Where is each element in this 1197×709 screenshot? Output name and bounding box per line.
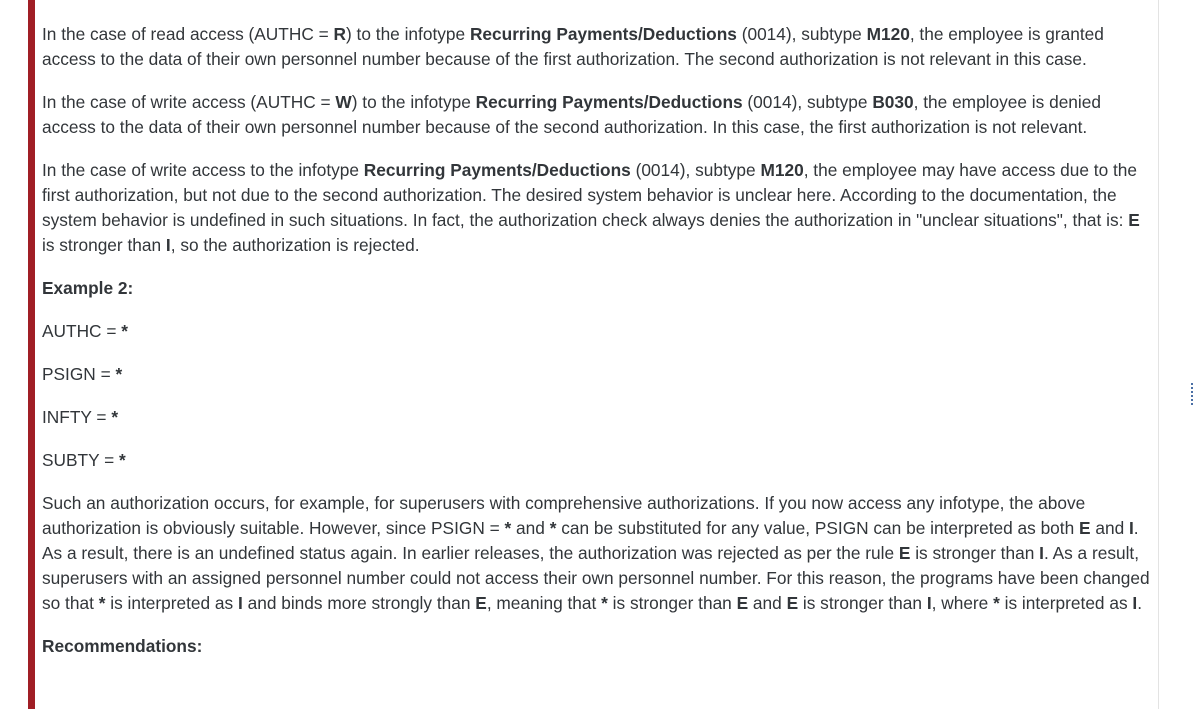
text-span: . As a result, superusers with an assigned personnel number could not access their own personnel number. For this reason, the programs have been changed so that	[42, 543, 1150, 613]
text-span: and	[748, 593, 787, 613]
field-name: INFTY =	[42, 407, 112, 427]
bold-span: E	[786, 593, 799, 613]
text-span: is stronger than	[910, 543, 1040, 563]
text-span: In the case of write access to the infotype	[42, 160, 364, 180]
text-span: is interpreted as	[105, 593, 238, 613]
bold-span: I	[1039, 543, 1044, 563]
bold-span: I	[237, 593, 243, 613]
text-span: .	[1137, 593, 1143, 613]
bold-span: E	[1128, 210, 1140, 230]
paragraph-unclear-situation	[42, 158, 1157, 258]
paragraph-superusers	[42, 491, 1157, 616]
text-span: ) to the infotype	[346, 24, 470, 44]
field-name: PSIGN =	[42, 364, 116, 384]
text-span: is stronger than	[607, 593, 737, 613]
paragraph-write-access	[42, 90, 1157, 140]
bold-span: I	[165, 235, 171, 255]
text-span: (0014), subtype	[630, 160, 761, 180]
bold-span: M120	[866, 24, 910, 44]
field-value: *	[121, 321, 128, 341]
field-name: SUBTY =	[42, 450, 119, 470]
bold-span: I	[926, 593, 932, 613]
text-span: and binds more strongly than	[242, 593, 476, 613]
text-span: ) to the infotype	[351, 92, 476, 112]
paragraph-read-access	[42, 22, 1157, 72]
text-span: (0014), subtype	[736, 24, 867, 44]
bold-span: Recurring Payments/Deductions	[469, 24, 737, 44]
text-span: In the case of write access (AUTHC =	[42, 92, 336, 112]
bold-span: *	[504, 518, 512, 538]
text-span: is stronger than	[42, 235, 166, 255]
bold-span: M120	[760, 160, 804, 180]
document-body	[42, 22, 1157, 677]
content-right-border	[1158, 0, 1159, 709]
bold-span: Recurring Payments/Deductions	[363, 160, 631, 180]
text-span: and	[511, 518, 550, 538]
field-infty	[42, 405, 1157, 430]
bold-span: *	[601, 593, 608, 613]
text-span: , the employee is granted access to the data of their own personnel number because of the first authorization. The second authorization is not relevant in this case.	[42, 24, 1104, 69]
text-span: In the case of read access (AUTHC =	[42, 24, 334, 44]
text-span: , the employee may have access due to the first authorization, but not due to the second authorization. The desired system behavior is unclear here. According to the documentation, the system behavior is undefined in such situations. In fact, the authorization check always denies the authorization in "unclear situations", that is:	[42, 160, 1138, 230]
text-span: (0014), subtype	[742, 92, 873, 112]
text-span: is stronger than	[798, 593, 927, 613]
bold-span: E	[736, 593, 749, 613]
text-span: . As a result, there is an undefined status again. In earlier releases, the authorization was rejected as per the rule	[42, 518, 1139, 563]
recommendations-heading: Recommendations:	[42, 636, 203, 656]
bold-span: E	[1079, 518, 1091, 538]
bold-span: E	[898, 543, 911, 563]
bold-span: *	[98, 593, 106, 613]
bold-span: Recurring Payments/Deductions	[475, 92, 743, 112]
field-value: *	[119, 450, 126, 470]
text-span: and	[1090, 518, 1129, 538]
field-psign	[42, 362, 1157, 387]
example-heading: Example 2:	[42, 278, 134, 298]
bold-span: I	[1128, 518, 1134, 538]
bold-span: I	[1132, 593, 1138, 613]
bold-span: W	[335, 92, 352, 112]
text-span: , so the authorization is rejected.	[170, 235, 420, 255]
bold-span: E	[475, 593, 487, 613]
bold-span: *	[549, 518, 557, 538]
field-value: *	[115, 364, 123, 384]
scroll-handle[interactable]	[1191, 383, 1193, 405]
field-value: *	[111, 407, 119, 427]
text-span: , where	[931, 593, 994, 613]
field-subty	[42, 448, 1157, 473]
bold-span: *	[993, 593, 1000, 613]
bold-span: R	[333, 24, 346, 44]
text-span: is interpreted as	[999, 593, 1133, 613]
text-span: Such an authorization occurs, for example, for superusers with comprehensive authorizations. If you now access any infotype, the above authorization is obviously suitable. However, since PSIGN =	[42, 493, 1086, 538]
field-authc	[42, 319, 1157, 344]
bold-span: B030	[872, 92, 914, 112]
text-span: , meaning that	[486, 593, 602, 613]
left-accent-bar	[28, 0, 35, 709]
text-span: can be substituted for any value, PSIGN can be interpreted as both	[556, 518, 1080, 538]
field-name: AUTHC =	[42, 321, 122, 341]
text-span: , the employee is denied access to the data of their own personnel number because of the second authorization. In this case, the first authorization is not relevant.	[42, 92, 1101, 137]
